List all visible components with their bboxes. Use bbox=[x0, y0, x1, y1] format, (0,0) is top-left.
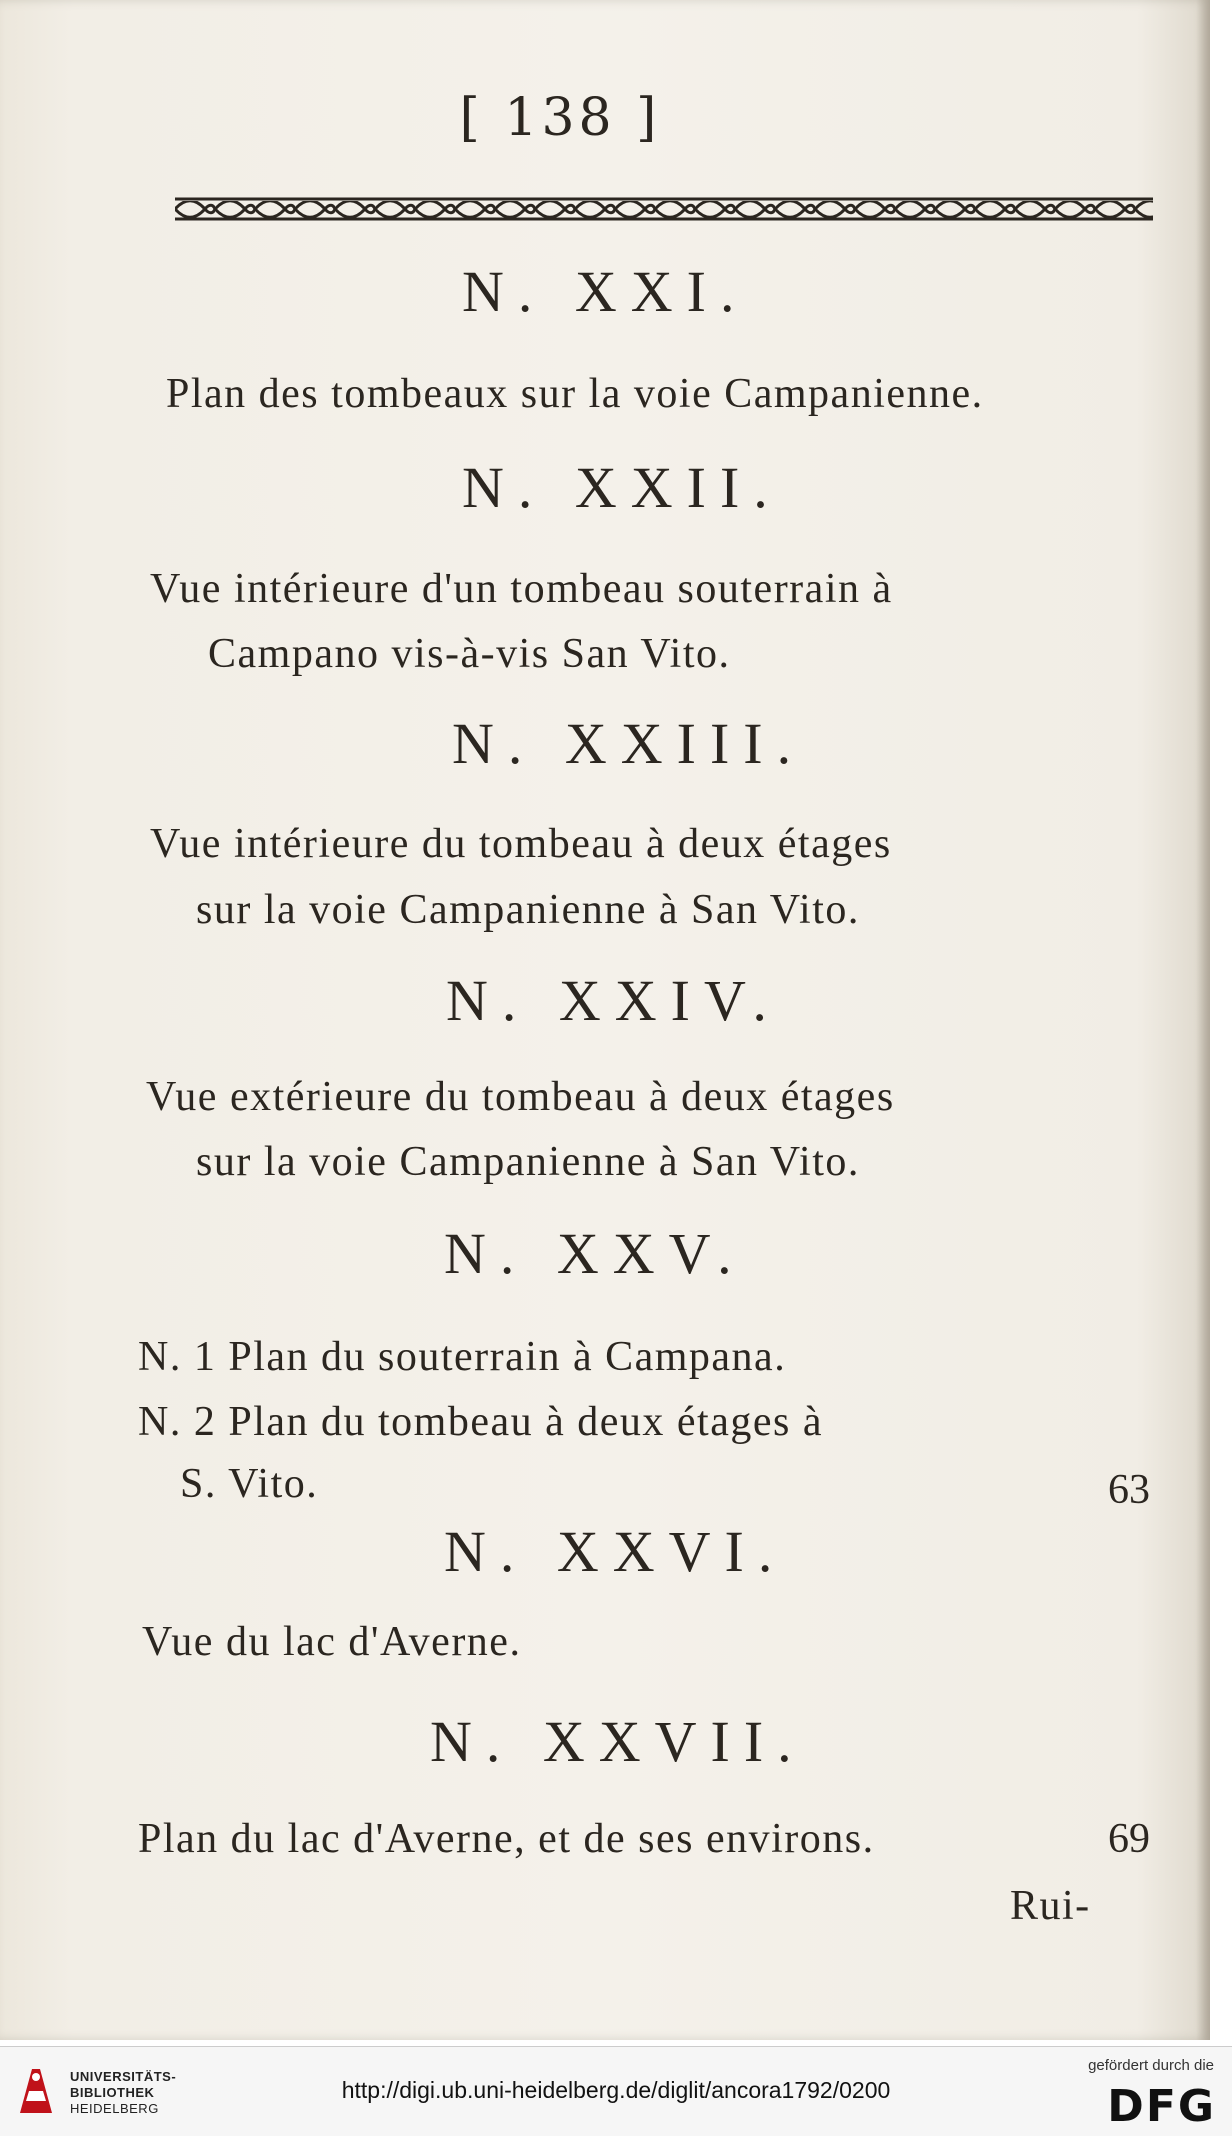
page-number-value: 138 bbox=[504, 88, 616, 148]
entry-heading: N. XXIV. bbox=[446, 968, 781, 1033]
entry-heading: N. XXV. bbox=[444, 1221, 746, 1286]
library-line: BIBLIOTHEK bbox=[70, 2085, 155, 2100]
entry-line: Plan du lac d'Averne, et de ses environs. bbox=[138, 1816, 875, 1862]
entry-line: N. 1 Plan du souterrain à Campana. bbox=[138, 1334, 787, 1380]
library-line: HEIDELBERG bbox=[70, 2101, 159, 2116]
entry-line: sur la voie Campanienne à San Vito. bbox=[196, 887, 860, 933]
permalink[interactable]: http://digi.ub.uni-heidelberg.de/diglit/ancora1792/0200 bbox=[341, 2077, 891, 2103]
entry-line: Plan des tombeaux sur la voie Campanienne. bbox=[166, 371, 984, 417]
entry-heading: N. XXI. bbox=[462, 259, 749, 324]
entry-line: Vue extérieure du tombeau à deux étages bbox=[146, 1074, 895, 1120]
dfg-logo: DFG bbox=[1107, 2081, 1216, 2132]
ornamental-rule bbox=[175, 196, 1153, 222]
page-reference: 69 bbox=[1108, 1816, 1150, 1862]
entry-line: N. 2 Plan du tombeau à deux étages à bbox=[138, 1399, 823, 1445]
entry-heading: N. XXVI. bbox=[444, 1519, 787, 1584]
entry-heading: N. XXVII. bbox=[430, 1709, 806, 1774]
catchword: Rui- bbox=[1010, 1883, 1091, 1929]
entry-heading: N. XXIII. bbox=[452, 711, 806, 776]
library-line: UNIVERSITÄTS- bbox=[70, 2069, 177, 2084]
viewer-footer bbox=[0, 2046, 1232, 2136]
entry-line: Vue intérieure du tombeau à deux étages bbox=[150, 821, 892, 867]
entry-line: Campano vis-à-vis San Vito. bbox=[208, 631, 731, 677]
page-number: [ 138 ] bbox=[459, 88, 661, 148]
funding-text: gefördert durch die bbox=[1088, 2057, 1214, 2074]
entry-line: S. Vito. bbox=[180, 1461, 319, 1507]
entry-heading: N. XXII. bbox=[462, 455, 782, 520]
page-reference: 63 bbox=[1108, 1467, 1150, 1513]
entry-line: Vue intérieure d'un tombeau souterrain à bbox=[150, 566, 893, 612]
entry-line: Vue du lac d'Averne. bbox=[142, 1619, 522, 1665]
entry-line: sur la voie Campanienne à San Vito. bbox=[196, 1139, 860, 1185]
